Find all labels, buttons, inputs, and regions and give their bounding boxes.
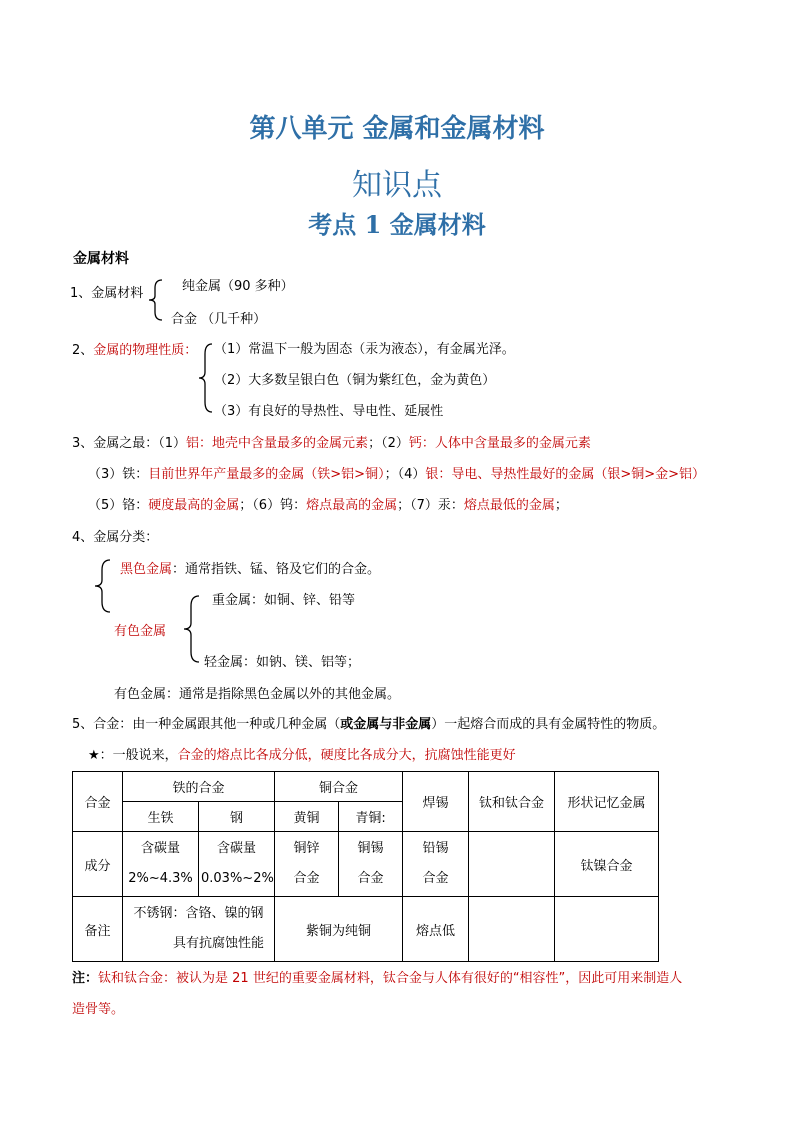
item3-line3: （5）铬：硬度最高的金属；（6）钨：熔点最高的金属；（7）汞：熔点最低的金属； <box>88 498 568 513</box>
section-title: 金属材料 <box>73 251 129 267</box>
topic-title: 考点 1 金属材料 <box>308 210 486 239</box>
table-header-copper: 铜合金 <box>275 772 403 802</box>
table-cell-titanium-note <box>469 897 555 962</box>
item4-note: 有色金属：通常是指除黑色金属以外的其他金属。 <box>114 687 401 702</box>
table-cell-memory-comp: 钛镍合金 <box>555 832 659 897</box>
item4-outer-brace <box>92 558 114 614</box>
item2-p3: （3）有良好的导热性、导电性、延展性 <box>214 404 444 419</box>
item1-pure: 纯金属（90 多种） <box>182 279 294 294</box>
footnote-line1: 注：钛和钛合金：被认为是 21 世纪的重要金属材料，钛合金与人体有很好的“相容性”，因此可用来制造人 <box>72 971 683 986</box>
table-row-label-note: 备注 <box>73 897 123 962</box>
item5-definition: 5、合金：由一种金属跟其他一种或几种金属（或金属与非金属）一起熔合而成的具有金属特性的物质。 <box>72 717 666 732</box>
table-cell-bronze: 青铜: <box>339 802 403 832</box>
item5-star-note: ★：一般说来，合金的熔点比各成分低，硬度比各成分大，抗腐蚀性能更好 <box>88 748 516 763</box>
table-cell-memory-note <box>555 897 659 962</box>
table-cell-copper-note: 紫铜为纯铜 <box>275 897 403 962</box>
item2-brace <box>196 342 216 414</box>
table-header-solder: 焊锡 <box>403 772 469 832</box>
item4-ferrous: 黑色金属：通常指铁、锰、铬及它们的合金。 <box>120 562 381 577</box>
table-cell-titanium-comp <box>469 832 555 897</box>
table-cell-steel-comp: 含碳量 0.03%~2% <box>199 832 275 897</box>
alloy-table <box>72 771 659 962</box>
table-cell-solder-comp: 铅锡 合金 <box>403 832 469 897</box>
table-cell-steel: 钢 <box>199 802 275 832</box>
table-cell-solder-note: 熔点低 <box>403 897 469 962</box>
item2-label: 2、金属的物理性质： <box>72 343 198 358</box>
table-cell-pig-iron: 生铁 <box>123 802 199 832</box>
item2-p2: （2）大多数呈银白色（铜为紫红色，金为黄色） <box>214 373 496 388</box>
item1-alloy: 合金 （几千种） <box>171 312 267 327</box>
item4-nonferrous-label: 有色金属 <box>114 624 167 639</box>
table-cell-pig-iron-comp: 含碳量 2%~4.3% <box>123 832 199 897</box>
table-cell-bronze-comp: 铜锡 合金 <box>339 832 403 897</box>
table-header-titanium: 钛和钛合金 <box>469 772 555 832</box>
item1-brace <box>146 278 166 322</box>
item4-light: 轻金属：如钠、镁、铝等； <box>204 655 361 670</box>
item3-line1: 3、金属之最：（1）铝：地壳中含量最多的金属元素；（2）钙：人体中含量最多的金属元素 <box>72 436 591 451</box>
table-row <box>73 897 659 962</box>
table-header-alloy: 合金 <box>73 772 123 832</box>
item4-inner-brace <box>181 594 203 664</box>
item4-label: 4、金属分类： <box>72 530 159 545</box>
unit-title: 第八单元 金属和金属材料 <box>249 114 545 144</box>
item4-heavy: 重金属：如铜、锌、铅等 <box>212 593 356 608</box>
item3-line2: （3）铁：目前世界年产量最多的金属（铁>铝>铜）；（4）银：导电、导热性最好的金属（银>铜>金>铝） <box>88 467 706 482</box>
table-row <box>73 832 659 897</box>
item1-label: 1、金属材料 <box>70 286 144 301</box>
table-row-label-composition: 成分 <box>73 832 123 897</box>
knowledge-title: 知识点 <box>352 168 442 203</box>
table-header-iron: 铁的合金 <box>123 772 275 802</box>
footnote-line2: 造骨等。 <box>72 1002 125 1017</box>
table-header-memory-metal: 形状记忆金属 <box>555 772 659 832</box>
table-cell-brass: 黄铜 <box>275 802 339 832</box>
table-cell-brass-comp: 铜锌 合金 <box>275 832 339 897</box>
table-row <box>73 772 659 802</box>
table-cell-steel-note: 不锈钢：含铬、镍的钢 具有抗腐蚀性能 <box>123 897 275 962</box>
item2-p1: （1）常温下一般为固态（汞为液态），有金属光泽。 <box>214 342 515 357</box>
